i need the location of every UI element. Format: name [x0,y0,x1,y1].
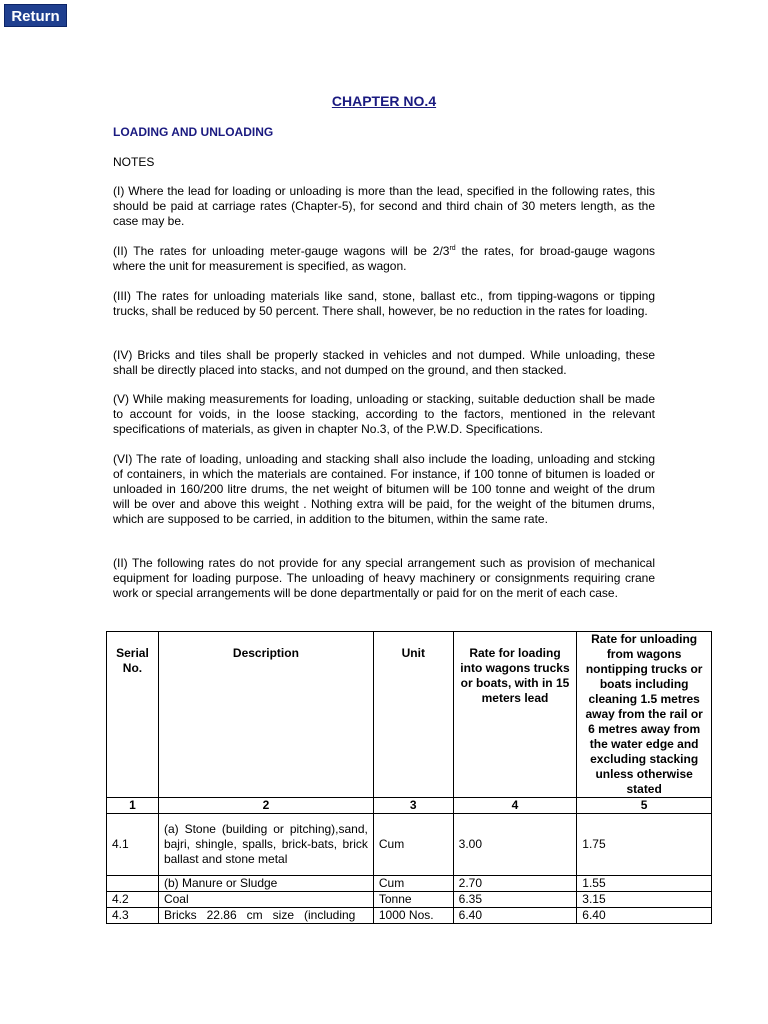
header-unloading-rate: Rate for unloading from wagons nontipping trucks or boats including cleaning 1.5 metres away from the rail or 6 metres away from the water edge and excluding stacking unless otherwise stated [577,632,712,798]
note-3: (III) The rates for unloading materials like sand, stone, ballast etc., from tipping-wagons or tipping trucks, shall be reduced by 50 percent. There shall, however, be no reduction in the rates for loading. [113,289,655,318]
header-loading-rate: Rate for loading into wagons trucks or boats, with in 15 meters lead [453,632,577,798]
cell-unloading-rate: 1.55 [577,876,712,892]
cell-description: Coal [158,892,373,908]
return-button[interactable]: Return [4,4,67,27]
cell-loading-rate: 2.70 [453,876,577,892]
cell-loading-rate: 3.00 [453,814,577,876]
table-header-row [107,632,712,798]
table-row [107,876,712,892]
note-7: (II) The following rates do not provide for any special arrangement such as provision of mechanical equipment for loading purpose. The unloading of heavy machinery or consignments requiring crane work or special arrangements will be done departmentally or paid for on the merit of each case. [113,556,655,600]
cell-loading-rate: 6.35 [453,892,577,908]
cell-serial: 4.2 [107,892,159,908]
section-heading: LOADING AND UNLOADING [113,125,274,139]
note-4: (IV) Bricks and tiles shall be properly stacked in vehicles and not dumped. While unloading, these shall be directly placed into stacks, and not dumped on the ground, and then stacked. [113,348,655,377]
header-serial: Serial No. [107,632,159,798]
note-2-superscript: rd [449,245,456,252]
cell-unit: Cum [373,876,453,892]
note-2-text-b: the rates, for broad-gauge wagons where the unit for measurement is specified, as wagon. [113,244,655,273]
rates-table [106,631,712,924]
cell-unloading-rate: 1.75 [577,814,712,876]
cell-unit: 1000 Nos. [373,908,453,924]
cell-serial: 4.1 [107,814,159,876]
cell-description: Bricks 22.86 cm size (including [158,908,373,924]
header-description: Description [158,632,373,798]
column-number-row [107,798,712,814]
column-number: 3 [373,798,453,814]
cell-unit: Cum [373,814,453,876]
table-row [107,892,712,908]
cell-unloading-rate: 3.15 [577,892,712,908]
note-2 [113,244,655,274]
cell-description: (a) Stone (building or pitching),sand, bajri, shingle, spalls, brick-bats, brick ballast and stone metal [158,814,373,876]
cell-unloading-rate: 6.40 [577,908,712,924]
table-row [107,908,712,924]
note-5: (V) While making measurements for loading, unloading or stacking, suitable deduction shall be made to account for voids, in the loose stacking, according to the factors, mentioned in the relevant specifications of materials, as given in chapter No.3, of the P.W.D. Specifications. [113,392,655,436]
column-number: 1 [107,798,159,814]
cell-loading-rate: 6.40 [453,908,577,924]
header-unit: Unit [373,632,453,798]
chapter-title: CHAPTER NO.4 [331,93,437,109]
cell-serial [107,876,159,892]
note-6: (VI) The rate of loading, unloading and stacking shall also include the loading, unloading and stcking of containers, in which the materials are contained. For instance, if 100 tonne of bitumen is loaded or unloaded in 160/200 litre drums, the net weight of bitumen will be 100 tonne and weight of the drum will be over and above this weight . Nothing extra will be paid, for the weight of the bitumen drums, which are supposed to be carried, in addition to the bitumen, within the same rate. [113,452,655,526]
column-number: 4 [453,798,577,814]
note-2-text-a: (II) The rates for unloading meter-gauge wagons will be 2/3 [113,244,450,258]
cell-description: (b) Manure or Sludge [158,876,373,892]
column-number: 2 [158,798,373,814]
notes-label: NOTES [113,155,155,169]
cell-unit: Tonne [373,892,453,908]
note-1: (I) Where the lead for loading or unloading is more than the lead, specified in the following rates, this should be paid at carriage rates (Chapter-5), for second and third chain of 30 meters length, as the case may be. [113,184,655,228]
cell-serial: 4.3 [107,908,159,924]
column-number: 5 [577,798,712,814]
table-row [107,814,712,876]
